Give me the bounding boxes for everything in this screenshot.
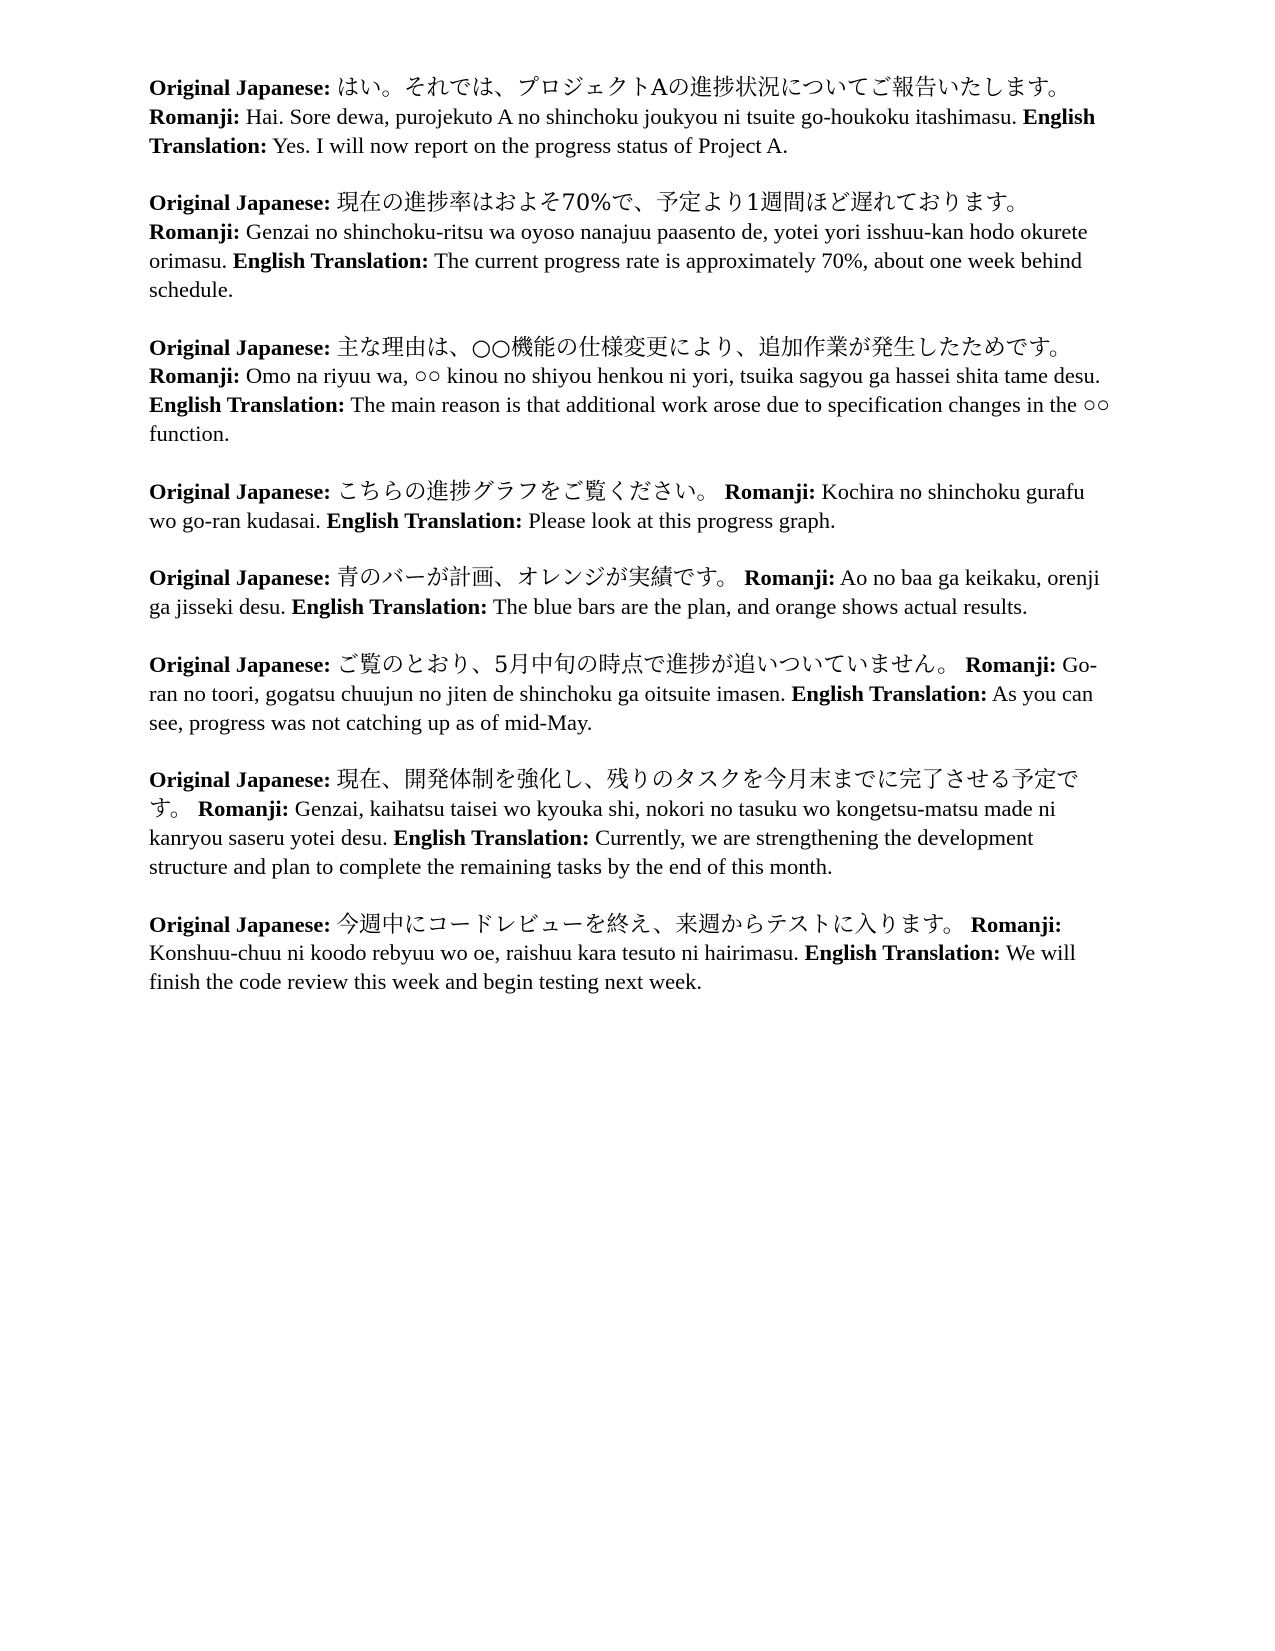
japanese-label: Original Japanese: xyxy=(149,75,331,100)
japanese-text: はい。それでは、プロジェクトAの進捗状況についてご報告いたします。 xyxy=(336,75,1071,101)
japanese-text: 現在の進捗率はおよそ70%で、予定より1週間ほど遅れております。 xyxy=(336,190,1029,217)
japanese-text: こちらの進捗グラフをご覧ください。 xyxy=(336,478,720,505)
japanese-text: 現在、開発体制を強化し、残りのタスクを今月末までに完了させる予定です。 xyxy=(149,767,1080,823)
transcript-entry-6 xyxy=(149,651,1114,737)
japanese-label: Original Japanese: xyxy=(149,911,331,937)
romanji-label: Romanji: xyxy=(965,651,1057,677)
romanji-label: Romanji: xyxy=(197,796,290,822)
english-text: Please look at this progress graph. xyxy=(528,507,836,533)
japanese-text: ご覧のとおり、5月中旬の時点で進捗が追いついていません。 xyxy=(336,651,960,678)
transcript-entry-8 xyxy=(149,911,1114,997)
japanese-text: 今週中にコードレビューを終え、来週からテストに入ります。 xyxy=(336,911,966,938)
japanese-label: Original Japanese: xyxy=(149,334,331,360)
english-label: English Translation: xyxy=(232,247,429,273)
english-label: English Translation: xyxy=(149,103,1096,158)
english-label: English Translation: xyxy=(393,824,590,850)
japanese-label: Original Japanese: xyxy=(149,478,331,504)
transcript-entry-5 xyxy=(149,564,1114,622)
japanese-label: Original Japanese: xyxy=(149,767,331,793)
japanese-text: 青のバーが計画、オレンジが実績です。 xyxy=(336,565,739,592)
english-text: Yes. I will now report on the progress status of Project A. xyxy=(272,132,788,158)
english-label: English Translation: xyxy=(149,392,346,418)
romanji-text: Kochira no shinchoku gurafu wo go-ran kudasai. xyxy=(149,478,1085,533)
english-text: The blue bars are the plan, and orange shows actual results. xyxy=(492,594,1028,620)
transcript-body xyxy=(149,74,1114,1026)
romanji-label: Romanji: xyxy=(149,219,241,245)
romanji-label: Romanji: xyxy=(970,911,1063,937)
japanese-text: 主な理由は、○○機能の仕様変更により、追加作業が発生したためです。 xyxy=(336,334,1072,361)
romanji-text: Konshuu-chuu ni koodo rebyuu wo oe, raishuu kara tesuto ni hairimasu. xyxy=(149,940,799,966)
transcript-entry-4 xyxy=(149,478,1114,536)
romanji-text: Ao no baa ga keikaku, orenji ga jisseki desu. xyxy=(149,565,1100,620)
transcript-entry-2 xyxy=(149,189,1114,304)
romanji-label: Romanji: xyxy=(744,565,836,591)
transcript-entry-3 xyxy=(149,334,1114,449)
english-text: We will finish the code review this week and begin testing next week. xyxy=(149,940,1076,995)
english-text: As you can see, progress was not catching up as of mid-May. xyxy=(149,680,1094,735)
japanese-label: Original Japanese: xyxy=(149,190,331,216)
japanese-label: Original Japanese: xyxy=(149,565,331,591)
romanji-text: Genzai, kaihatsu taisei wo kyouka shi, nokori no tasuku wo kongetsu-matsu made ni kanryou saseru yotei desu. xyxy=(149,796,1056,850)
english-text: The current progress rate is approximately 70%, about one week behind schedule. xyxy=(149,247,1082,302)
romanji-text: Omo na riyuu wa, ○○ kinou no shiyou henkou ni yori, tsuika sagyou ga hassei shita tame desu. xyxy=(245,363,1101,389)
english-text: The main reason is that additional work arose due to specification changes in the ○○ function. xyxy=(149,392,1110,446)
transcript-entry-1 xyxy=(149,74,1114,160)
english-label: English Translation: xyxy=(804,940,1001,966)
romanji-text: Genzai no shinchoku-ritsu wa oyoso nanajuu paasento de, yotei yori isshuu-kan hodo okurete orimasu. xyxy=(149,219,1088,273)
english-label: English Translation: xyxy=(291,594,488,620)
japanese-label: Original Japanese: xyxy=(149,651,331,677)
romanji-text: Go-ran no toori, gogatsu chuujun no jiten de shinchoku ga oitsuite imasen. xyxy=(149,651,1098,706)
romanji-label: Romanji: xyxy=(149,363,241,389)
english-label: English Translation: xyxy=(326,507,523,533)
romanji-text: Hai. Sore dewa, purojekuto A no shinchoku joukyou ni tsuite go-houkoku itashimasu. xyxy=(245,103,1018,129)
transcript-entry-7 xyxy=(149,766,1114,881)
romanji-label: Romanji: xyxy=(724,478,816,504)
english-label: English Translation: xyxy=(791,680,988,706)
romanji-label: Romanji: xyxy=(149,103,241,129)
english-text: Currently, we are strengthening the development structure and plan to complete the remaining tasks by the end of this month. xyxy=(149,824,1034,879)
